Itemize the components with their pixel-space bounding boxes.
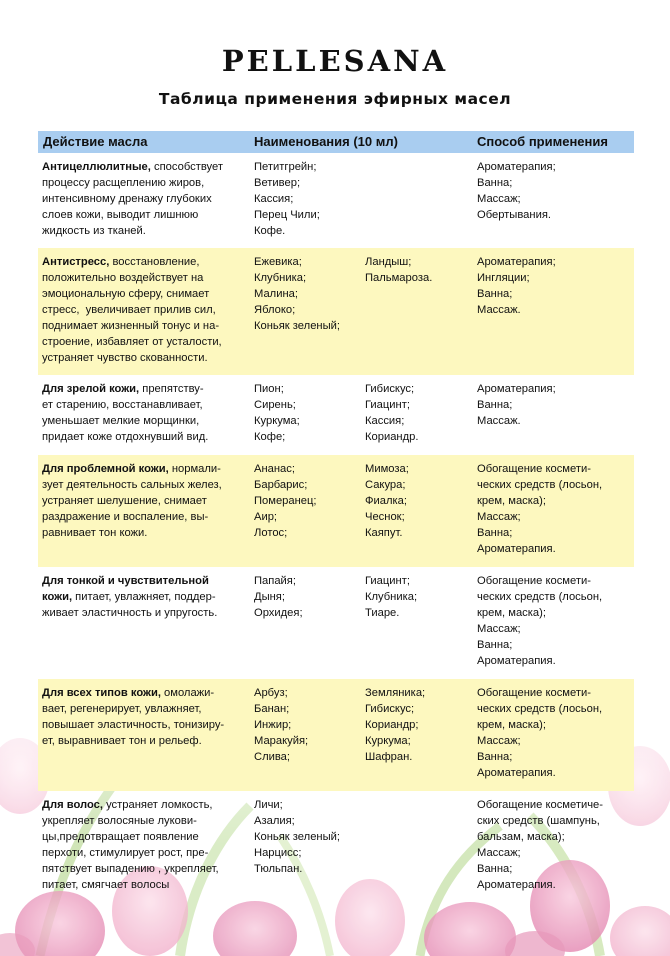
method-cell: Обогащение косметиче- ских средств (шампунь, бальзам, маска); Массаж; Ванна; Ароматерапия.: [477, 799, 603, 891]
table-row: [38, 248, 634, 375]
action-desc: препятству- ет старению, восстанавливает, уменьшает мелкие морщинки, придает коже отдохнувший вид.: [42, 383, 209, 443]
names-cell-2: Земляника; Гибискус; Кориандр; Куркума; Шафран.: [365, 687, 426, 763]
action-cell: [42, 685, 247, 749]
action-desc: нормали- зует деятельность сальных желез, устраняет шелушение, снимает раздражение и воспаление, вы- равнивает тон кожи.: [42, 463, 222, 539]
action-cell: [42, 254, 247, 366]
action-cell: [42, 573, 247, 621]
table-row: [38, 153, 634, 248]
table-header: [38, 131, 634, 153]
names-cell: Папайя; Дыня; Орхидея;: [254, 575, 303, 619]
action-desc: питает, увлажняет, поддер- живает эластичность и упругость.: [42, 591, 218, 619]
action-lead: Для волос,: [42, 799, 103, 811]
table-row: [38, 791, 634, 903]
action-desc: восстановление, положительно воздействует на эмоциональную сферу, снимает стресс, увеличивает прилив сил, поднимает жизненный тонус и на- строение, избавляет от усталости, устраняет чувство скованности.: [42, 256, 222, 364]
page-subtitle: Таблица применения эфирных масел: [158, 90, 512, 108]
names-cell: Личи; Азалия; Коньяк зеленый; Нарцисс; Тюльпан.: [254, 799, 340, 875]
table-row: [38, 679, 634, 791]
action-lead: Для проблемной кожи,: [42, 463, 169, 475]
names-cell: Арбуз; Банан; Инжир; Маракуйя; Слива;: [254, 687, 309, 763]
action-cell: [42, 159, 247, 239]
table-row: [38, 375, 634, 455]
names-cell: Ананас; Барбарис; Померанец; Аир; Лотос;: [254, 463, 317, 539]
names-cell: Ежевика; Клубника; Малина; Яблоко; Коньяк зеленый;: [254, 256, 340, 332]
action-desc: устраняет ломкость, укрепляет волосяные лукови- цы,предотвращает появление перхоти, стимулирует рост, пре- пятствует выпадению , укрепляет, питает, смягчает волосы: [42, 799, 219, 891]
method-cell: Ароматерапия; Ванна; Массаж; Обертывания.: [477, 161, 556, 221]
brand-title: PELLESANA: [221, 44, 449, 78]
names-cell-2: Мимоза; Сакура; Фиалка; Чеснок; Каяпут.: [365, 463, 409, 539]
action-desc: способствует процессу расщеплению жиров, интенсивному дренажу глубоких слоев кожи, выводит лишнюю жидкость из тканей.: [42, 161, 223, 237]
column-header-action: Действие масла: [43, 134, 148, 149]
method-cell: Обогащение космети- ческих средств (лосьон, крем, маска); Массаж; Ванна; Ароматерапия.: [477, 575, 603, 667]
method-cell: Обогащение космети- ческих средств (лосьон, крем, маска); Массаж; Ванна; Ароматерапия.: [477, 463, 603, 555]
names-cell: Петитгрейн; Ветивер; Кассия; Перец Чили; Кофе.: [254, 161, 320, 237]
action-lead: Антицеллюлитные,: [42, 161, 151, 173]
column-header-names: Наименования (10 мл): [254, 134, 398, 149]
names-cell-2: Гиацинт; Клубника; Тиаре.: [365, 575, 418, 619]
action-cell: [42, 797, 247, 893]
action-lead: Для зрелой кожи,: [42, 383, 140, 395]
names-cell-2: Гибискус; Гиацинт; Кассия; Кориандр.: [365, 383, 419, 443]
names-cell-2: Ландыш; Пальмароза.: [365, 256, 433, 284]
table-row: [38, 455, 634, 567]
method-cell: Ароматерапия; Ингляции; Ванна; Массаж.: [477, 256, 556, 316]
action-cell: [42, 461, 247, 541]
method-cell: Обогащение космети- ческих средств (лосьон, крем, маска); Массаж; Ванна; Ароматерапия.: [477, 687, 603, 779]
table-row: [38, 567, 634, 679]
action-lead: Антистресс,: [42, 256, 110, 268]
action-lead: Для тонкой и чувствительной кожи,: [42, 575, 209, 603]
action-cell: [42, 381, 247, 445]
essential-oils-table: [38, 131, 634, 903]
names-cell: Пион; Сирень; Куркума; Кофе;: [254, 383, 300, 443]
method-cell: Ароматерапия; Ванна; Массаж.: [477, 383, 556, 427]
column-header-method: Способ применения: [477, 134, 608, 149]
action-desc: омолажи- вает, регенерирует, увлажняет, повышает эластичность, тонизиру- ет, выравнивает тон и рельеф.: [42, 687, 225, 747]
action-lead: Для всех типов кожи,: [42, 687, 161, 699]
